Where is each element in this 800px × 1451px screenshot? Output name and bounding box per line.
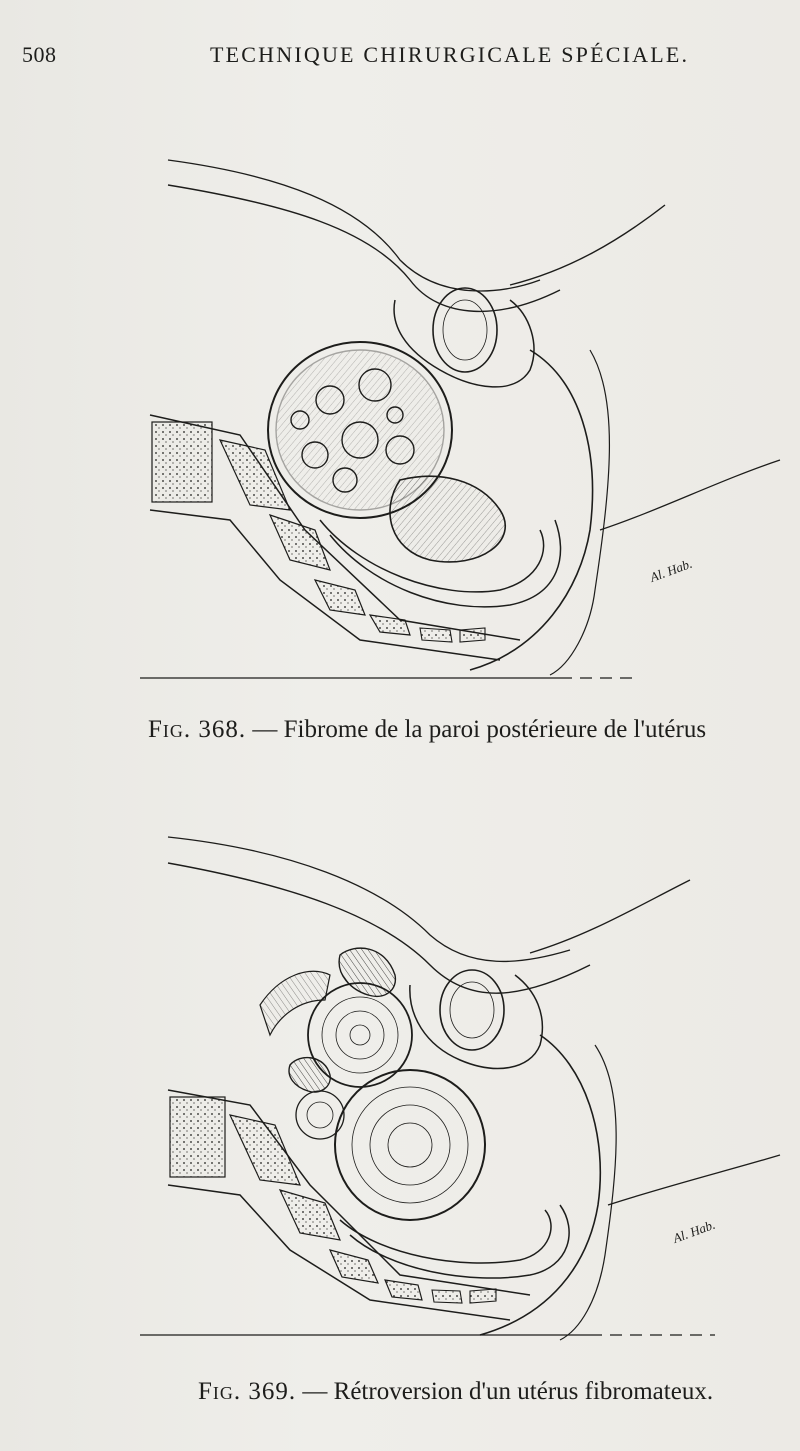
figure-368-label: Fig. 368. bbox=[148, 716, 247, 743]
engraver-signature: Al. Hab. bbox=[670, 1216, 718, 1246]
figure-369-illustration bbox=[140, 825, 800, 1350]
running-head: TECHNIQUE CHIRURGICALE SPÉCIALE. bbox=[210, 42, 690, 67]
figure-368-caption-text: — Fibrome de la paroi postérieure de l'utérus bbox=[252, 716, 707, 743]
figure-368-illustration bbox=[140, 150, 800, 690]
figure-368-caption bbox=[148, 716, 706, 744]
page-number: 508 bbox=[22, 42, 57, 67]
engraver-signature: Al. Hab. bbox=[647, 555, 695, 585]
figure-369-caption-text: — Rétroversion d'un utérus fibromateux. bbox=[302, 1378, 714, 1405]
page-header bbox=[18, 38, 758, 78]
figure-369-caption bbox=[198, 1378, 713, 1406]
figure-369-label: Fig. 369. bbox=[198, 1378, 297, 1405]
